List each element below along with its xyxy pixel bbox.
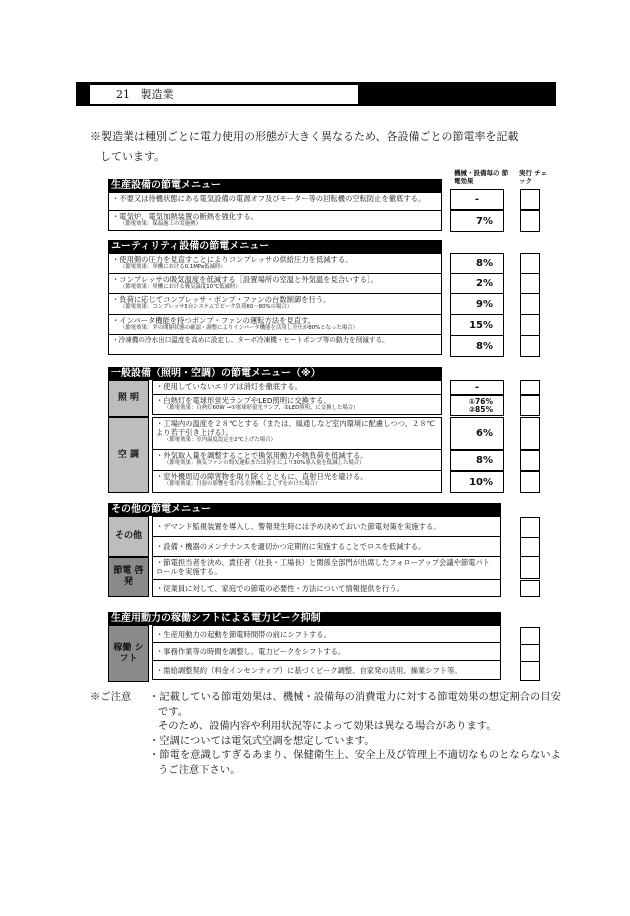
execution-checkbox[interactable]	[520, 627, 540, 645]
row-text: ・コンプレッサの吸気温度を低減する［設置場所の室温と外気温を見合いする］。	[112, 275, 378, 284]
menu-row	[108, 273, 442, 294]
effect-value: 9%	[450, 293, 504, 315]
intro-text	[90, 127, 560, 167]
menu-row	[152, 380, 442, 395]
caution-item: ・記載している節電効果は、機械・設備毎の消費電力に対する節電効果の想定割合の目安です。	[149, 691, 561, 718]
category-other: その他	[108, 516, 149, 557]
effect-value-2: ②85%	[468, 404, 493, 414]
row-note: （節電効果：単機における吸気温度10℃低減時）	[120, 284, 241, 290]
section-title-shift: 生産用動力の稼働シフトによる電力ピーク抑制	[108, 612, 501, 625]
execution-checkbox[interactable]	[520, 293, 540, 315]
row-text: ・室外機周辺の障害物を取り除くとともに、直射日光を避ける。	[156, 472, 368, 481]
check-column-header: 実行 チェック	[519, 169, 548, 185]
execution-checkbox[interactable]	[520, 661, 540, 681]
execution-checkbox[interactable]	[520, 450, 540, 471]
menu-row	[152, 642, 501, 661]
menu-row	[152, 449, 442, 471]
row-text: ・設備・機器のメンテナンスを適切かつ定期的に実施することでロスを低減する。	[156, 542, 426, 551]
execution-checkbox[interactable]	[520, 380, 540, 395]
execution-checkbox[interactable]	[520, 210, 540, 232]
effect-value: 8%	[450, 450, 504, 471]
row-note: （節電効果：白熱灯60W →①電球形蛍光ランプ、②LED照明、に交換した場合）	[164, 405, 359, 411]
execution-checkbox[interactable]	[520, 273, 540, 294]
category-awareness: 節電 啓発	[108, 557, 149, 597]
menu-row	[152, 556, 501, 580]
execution-checkbox[interactable]	[520, 253, 540, 274]
row-text: ・電気炉、電気加熱装置の断熱を強化する。	[112, 212, 258, 221]
effect-value: -	[450, 189, 504, 210]
execution-checkbox[interactable]	[520, 417, 540, 450]
execution-checkbox[interactable]	[520, 471, 540, 493]
row-text: ・使用側の圧力を見直すことによりコンプレッサの供給圧力を低減する。	[112, 255, 353, 264]
row-text: ・冷凍機の冷水出口温度を高めに設定し、ターボ冷凍機・ヒートポンプ等の動力を削減する。	[112, 336, 389, 344]
execution-checkbox[interactable]	[520, 517, 540, 538]
execution-checkbox[interactable]	[520, 556, 540, 579]
section-header-title	[90, 85, 358, 104]
row-note: （節電効果：保温施工の実施例）	[120, 221, 201, 227]
row-text: ・白熱灯を電球形蛍光ランプやLED照明に交換する。	[156, 396, 331, 405]
execution-checkbox[interactable]	[520, 644, 540, 662]
row-text: ・節電担当者を決め、責任者（社長・工場長）と関係全部門が出席したフォローアップ会議や節電パトロールを実施する。	[156, 558, 490, 576]
row-text: ・需給調整契約（料金インセンティブ）に基づくピーク調整、自家発の活用、操業シフト等。	[156, 665, 462, 675]
effect-column-header: 機械・設備毎の 節電効果	[454, 169, 509, 185]
menu-row	[152, 660, 501, 680]
caution-label: ※ご注意	[90, 691, 132, 703]
intro-line-2: しています。	[100, 150, 166, 163]
execution-checkbox[interactable]	[520, 335, 540, 357]
row-text: ・工場内の温度を２８℃とする（または、風通しなど室内環境に配慮しつつ、２８℃より若干引き上げる）。	[156, 419, 435, 437]
menu-row	[152, 625, 501, 643]
effect-value-1: ①76%	[468, 396, 493, 406]
menu-row	[108, 293, 442, 315]
row-text: ・負荷に応じてコンプレッサ・ポンプ・ファンの台数制御を行う。	[112, 295, 331, 304]
row-note: （節電効果：弁の開閉状態の確認・調整によりインバータ機能を活用し全圧が80%となった場合）	[120, 325, 359, 331]
execution-checkbox[interactable]	[520, 395, 540, 416]
row-note: （節電効果：換気ファンの間欠運転または停止により30%導入量を低減した場合）	[164, 460, 365, 466]
section-title-general: 一般設備（照明・空調）の節電メニュー（※）	[108, 367, 442, 380]
effect-value: 15%	[450, 314, 504, 336]
effect-value: -	[450, 380, 504, 395]
section-title-other: その他の節電メニュー	[108, 503, 501, 516]
section-number: 21	[116, 88, 130, 101]
intro-line-1: ※製造業は種別ごとに電力使用の形態が大きく異なるため、各設備ごとの節電率を記載	[90, 130, 519, 143]
menu-row	[108, 192, 442, 211]
menu-row	[108, 210, 442, 231]
execution-checkbox[interactable]	[520, 580, 540, 597]
category-lighting: 照 明	[108, 380, 149, 417]
row-text: ・生産用動力の起動を節電時間帯の前にシフトする。	[156, 629, 331, 639]
menu-row	[108, 334, 442, 355]
row-text: ・外気取入量を調整することで換気用動力や熱負荷を低減する。	[156, 451, 368, 460]
execution-checkbox[interactable]	[520, 314, 540, 336]
row-text: ・不要又は待機状態にある電気設備の電源オフ及びモーター等の回転機の空転防止を徹底する。	[112, 194, 426, 203]
row-text: ・インバータ機能を持つポンプ・ファンの運転方法を見直す。	[112, 316, 316, 325]
effect-value: 8%	[450, 253, 504, 274]
row-text: ・従業員に対して、家庭での節電の必要性・方法について情報提供を行う。	[156, 583, 404, 593]
menu-row	[108, 253, 442, 274]
effect-value	[450, 395, 504, 416]
execution-checkbox[interactable]	[520, 189, 540, 210]
row-text: ・デマンド監視装置を導入し、警報発生時には予め決めておいた節電対策を実施する。	[156, 522, 441, 531]
menu-row	[108, 314, 442, 335]
menu-row	[152, 516, 501, 537]
row-text: ・事務作業等の時間を調整し、電力ピークをシフトする。	[156, 647, 346, 656]
section-title: 製造業	[140, 88, 174, 101]
effect-value: 2%	[450, 273, 504, 294]
effect-value: 7%	[450, 210, 504, 232]
menu-row	[152, 470, 442, 493]
effect-value: 10%	[450, 471, 504, 493]
category-air-conditioning: 空 調	[108, 417, 149, 493]
effect-value: 8%	[450, 335, 504, 357]
menu-row	[152, 579, 501, 597]
caution-item: ・空調については電気式空調を想定しています。	[149, 734, 375, 747]
row-note: （節電効果：日射の影響を受ける室外機によしずをかけた場合）	[164, 481, 321, 487]
effect-value: 6%	[450, 417, 504, 450]
category-operation-shift: 稼働 シフト	[108, 625, 149, 682]
row-note: （節電効果：室内温度設定を2℃上げた場合）	[164, 437, 276, 443]
section-title-production: 生産設備の節電メニュー	[108, 179, 442, 192]
row-note: （節電効果：単機における0.1MPa低減時）	[120, 264, 226, 270]
execution-checkbox[interactable]	[520, 537, 540, 557]
section-title-utility: ユーティリティ設備の節電メニュー	[108, 240, 442, 253]
row-text: ・使用していないエリアは消灯を徹底する。	[156, 382, 302, 391]
menu-row	[152, 417, 442, 450]
menu-row	[152, 394, 442, 415]
caution-item: ・節電を意識しすぎるあまり、保健衛生上、安全上及び管理上不適切なものとならないようご注意下さい。	[149, 749, 561, 776]
menu-row	[152, 536, 501, 557]
caution-item: そのため、設備内容や利用状況等によって効果は異なる場合があります。	[158, 720, 497, 732]
row-note: （節電効果：コンプレッサ5台システムでピーク負荷60～80%の場合）	[120, 304, 293, 310]
